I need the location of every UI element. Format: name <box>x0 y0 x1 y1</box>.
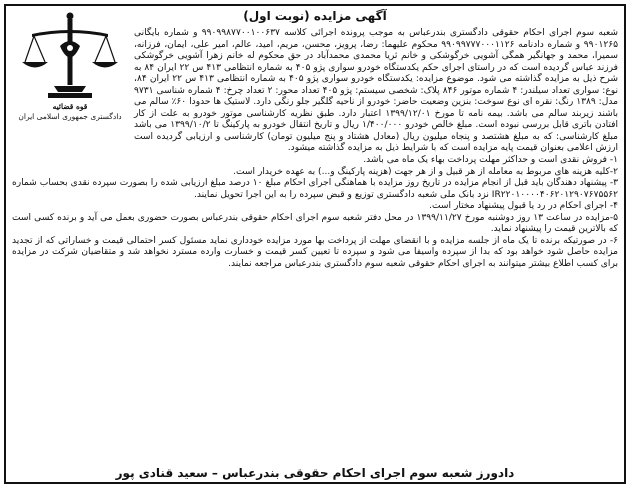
condition-item: ۲-کلیه هزینه های مربوط به معامله از هر قبیل و از هر جهت (هزینه پارکینگ و...) به عهده خریدار است. <box>233 166 618 177</box>
notice-body <box>12 28 618 270</box>
condition-item: ۱- فروش نقدی است و حداکثر مهلت پرداخت بهاء یک ماه می باشد. <box>363 155 618 166</box>
justice-department-label: دادگستری جمهوری اسلامی ایران <box>18 112 122 121</box>
notice-frame <box>4 4 626 484</box>
judiciary-label: قوه قضائیه <box>52 102 88 111</box>
intro-paragraph: شعبه سوم اجرای احکام حقوقی دادگستری بندرعباس به موجب پرونده اجرائی کلاسه ۹۹۰۹۹۸۷۷۰۰۱۰۰۶۳۷ و شماره بایگانی ۹۹۰۱۲۶۵ و شماره دادنامه ۹۹۰۹۹۷۷۷۰۰۰۱۱۲۶ محکوم علیهما: رضا، پرویز، محسن، مریم، امید، عالم، امیر علی، ایمان، فرزانه، سمیرا، محمد و جهانگیر همگی آشویی خرگوشکی و خانم ثریا محمدی محمدآباد در حق محکوم له خانم زهرا آشویی خرگوشکی فرزند عباس گردیده است که در راستای اجرای حکم یکدستگاه خودرو سواری پژو ۴۰۵ به شماره انتظامی ۴۱۳ س ۲۲ ایران ۸۴ به شرح ذیل به مزایده گذاشته می شود. موضوع مزایده: یکدستگاه خودرو سواری پژو ۴۰۵ به شماره انتظامی ۴۱۳ س ۲۲ ایران ۸۴، نوع: سواری تعداد سیلندر: ۴ شماره موتور ۸۴۶ پلاک: شخصی سیستم: پژو ۴۰۵ تعداد محور: ۲ تعداد چرخ: ۴ شماره شناسی ۹۷۳۱ مدل: ۱۳۸۹ رنگ: نقره ای نوع سوخت: بنزین وضعیت حاضر: خودرو از ناحیه گلگیر جلو رنگی دارد. لاستیک ها حدودا ۶۰٪ سالم می باشند زیربند سالم می باشد. بیمه نامه تا مورخ ۱۳۹۹/۱۲/۰۱ اعتبار دارد. طبق نظریه کارشناسی موتور خودرو به علت از کار افتادن باتری قابل بررسی نبوده است. مبلغ خالص خودرو ۱/۴۰۰/۰۰۰ ریال و تاریخ انتقال خودرو به پارکینگ تا ۱۳۹۹/۱۰/۲ می باشد مبلغ کارشناسی: که به مبلغ هشتصد و پنجاه میلیون ریال (معادل هشتاد و پنج میلیون تومان) کارشناسی و ارزیابی گردیده است ارزش اعلامی بعنوان قیمت پایه مزایده است که با شرایط ذیل به مزایده گذاشته میشود. <box>134 28 619 154</box>
emblem-space <box>12 28 134 140</box>
condition-item: ۶- در صورتیکه برنده تا یک ماه از جلسه مزایده و با انقضای مهلت از پرداخت بها مورد مزایده خودداری نماید مسئول کسر احتمالی قیمت و خساراتی که از تجدید مزایده حاصل شود خواهد بود که بدا از سپرده واسیفا می شود و سپرده تا تعیین کسر قیمت و خسارت وارده مسترد نخواهد شد و متقاضیان شرکت در مزایده برای کسب اطلاع بیشتر میتوانند به اجرای احکام حقوقی شعبه سوم دادگستری بندرعباس مراجعه نمایند. <box>12 235 618 269</box>
signature-line: دادورز شعبه سوم اجرای احکام حقوقی بندرعباس – سعید قنادی پور <box>115 466 515 480</box>
condition-item: ۳- پیشنهاد دهندگان باید قبل از انجام مزایده در تاریخ روز مزایده با هماهنگی اجرای احکام مبلغ ۱۰ درصد مبلغ ارزیابی شده را بصورت سپرده نقدی بحساب شماره IR۲۲۰۱۰۰۰۰۴۰۶۲۰۱۲۹۰۷۶۷۵۵۶۲ نزد بانک ملی شعبه دادگستری توزیع و قبض سپرده را به این اجرا تحویل نمایند. <box>12 178 618 200</box>
condition-item: ۴- اجرای احکام در رد یا قبول پیشنهاد مختار است. <box>429 201 618 212</box>
notice-title: آگهی مزایده (نوبت اول) <box>243 9 387 23</box>
condition-item: ۵-مزایده در ساعت ۱۳ روز دوشنبه مورخ ۱۳۹۹/۱۱/۲۷ در محل دفتر شعبه سوم اجرای احکام حقوقی بندرعباس بصورت حضوری بعمل می آید و برنده کسی است که بالاترین قیمت را پیشنهاد نماید. <box>12 212 618 235</box>
